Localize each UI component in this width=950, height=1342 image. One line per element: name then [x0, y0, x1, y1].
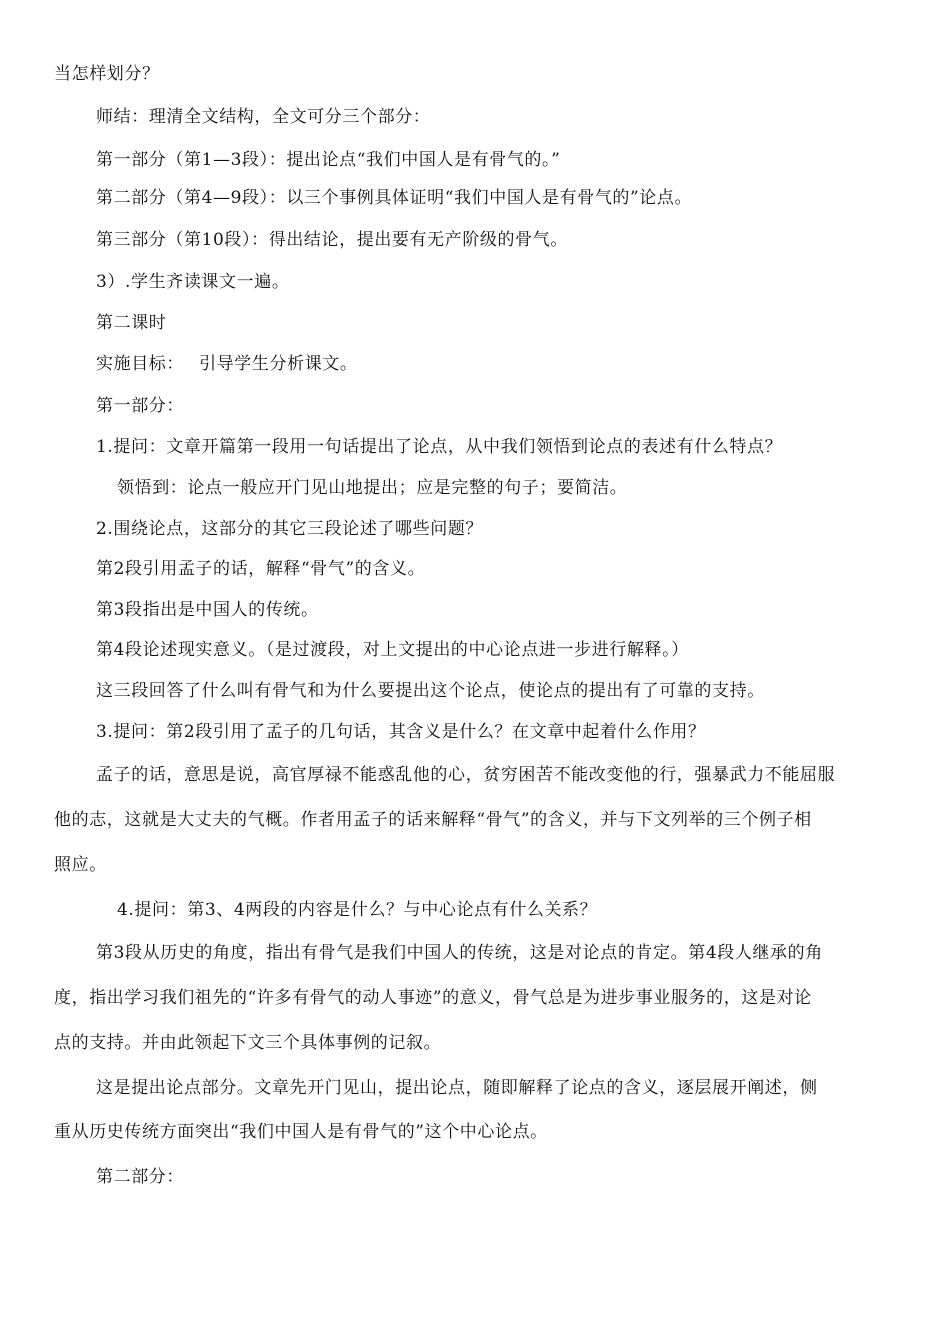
text-line: 1.提问：文章开篇第一段用一句话提出了论点，从中我们领悟到论点的表述有什么特点？ [96, 437, 783, 457]
text-line: 第二部分（第4—9段）：以三个事例具体证明“我们中国人是有骨气的”论点。 [96, 188, 693, 208]
text-line: 3.提问：第2段引用了孟子的几句话，其含义是什么？在文章中起着什么作用？ [96, 722, 706, 742]
text-line: 这是提出论点部分。文章先开门见山，提出论点，随即解释了论点的含义，逐层展开阐述，侧 [96, 1078, 818, 1098]
text-line: 当怎样划分？ [54, 64, 160, 84]
text-line: 重从历史传统方面突出“我们中国人是有骨气的”这个中心论点。 [54, 1122, 548, 1142]
text-line: 领悟到：论点一般应开门见山地提出；应是完整的句子；要简洁。 [117, 478, 628, 498]
text-line: 第二课时 [96, 313, 167, 333]
text-line: 第一部分： [96, 396, 184, 416]
text-line: 4.提问：第3、4两段的内容是什么？与中心论点有什么关系？ [117, 900, 598, 920]
text-line: 照应。 [54, 855, 107, 875]
text-line: 点的支持。并由此领起下文三个具体事例的记叙。 [54, 1033, 442, 1053]
text-line: 2.围绕论点，这部分的其它三段论述了哪些问题？ [96, 519, 484, 539]
text-line: 第2段引用孟子的话，解释“骨气”的含义。 [96, 559, 426, 579]
text-line: 实施目标： 引导学生分析课文。 [96, 354, 358, 374]
text-line: 师结：理清全文结构，全文可分三个部分： [96, 107, 431, 127]
text-line: 第4段论述现实意义。（是过渡段，对上文提出的中心论点进一步进行解释。） [96, 640, 689, 660]
text-line: 孟子的话，意思是说，高官厚禄不能惑乱他的心，贫穷困苦不能改变他的行，强暴武力不能屈服 [96, 765, 836, 785]
text-line: 这三段回答了什么叫有骨气和为什么要提出这个论点，使论点的提出有了可靠的支持。 [96, 681, 765, 701]
text-line: 度，指出学习我们祖先的“许多有骨气的动人事迹”的意义，骨气总是为进步事业服务的，这是对论 [54, 988, 812, 1008]
text-line: 第二部分： [96, 1167, 184, 1187]
text-line: 第3段从历史的角度，指出有骨气是我们中国人的传统，这是对论点的肯定。第4段人继承的角 [96, 943, 823, 963]
text-line: 第3段指出是中国人的传统。 [96, 600, 319, 620]
text-line: 3）.学生齐读课文一遍。 [96, 272, 290, 292]
text-line: 第一部分（第1—3段）：提出论点“我们中国人是有骨气的。” [96, 150, 561, 170]
text-line: 第三部分（第10段）：得出结论，提出要有无产阶级的骨气。 [96, 230, 568, 250]
text-line: 他的志，这就是大丈夫的气概。作者用孟子的话来解释“骨气”的含义，并与下文列举的三个例子相 [54, 810, 812, 830]
